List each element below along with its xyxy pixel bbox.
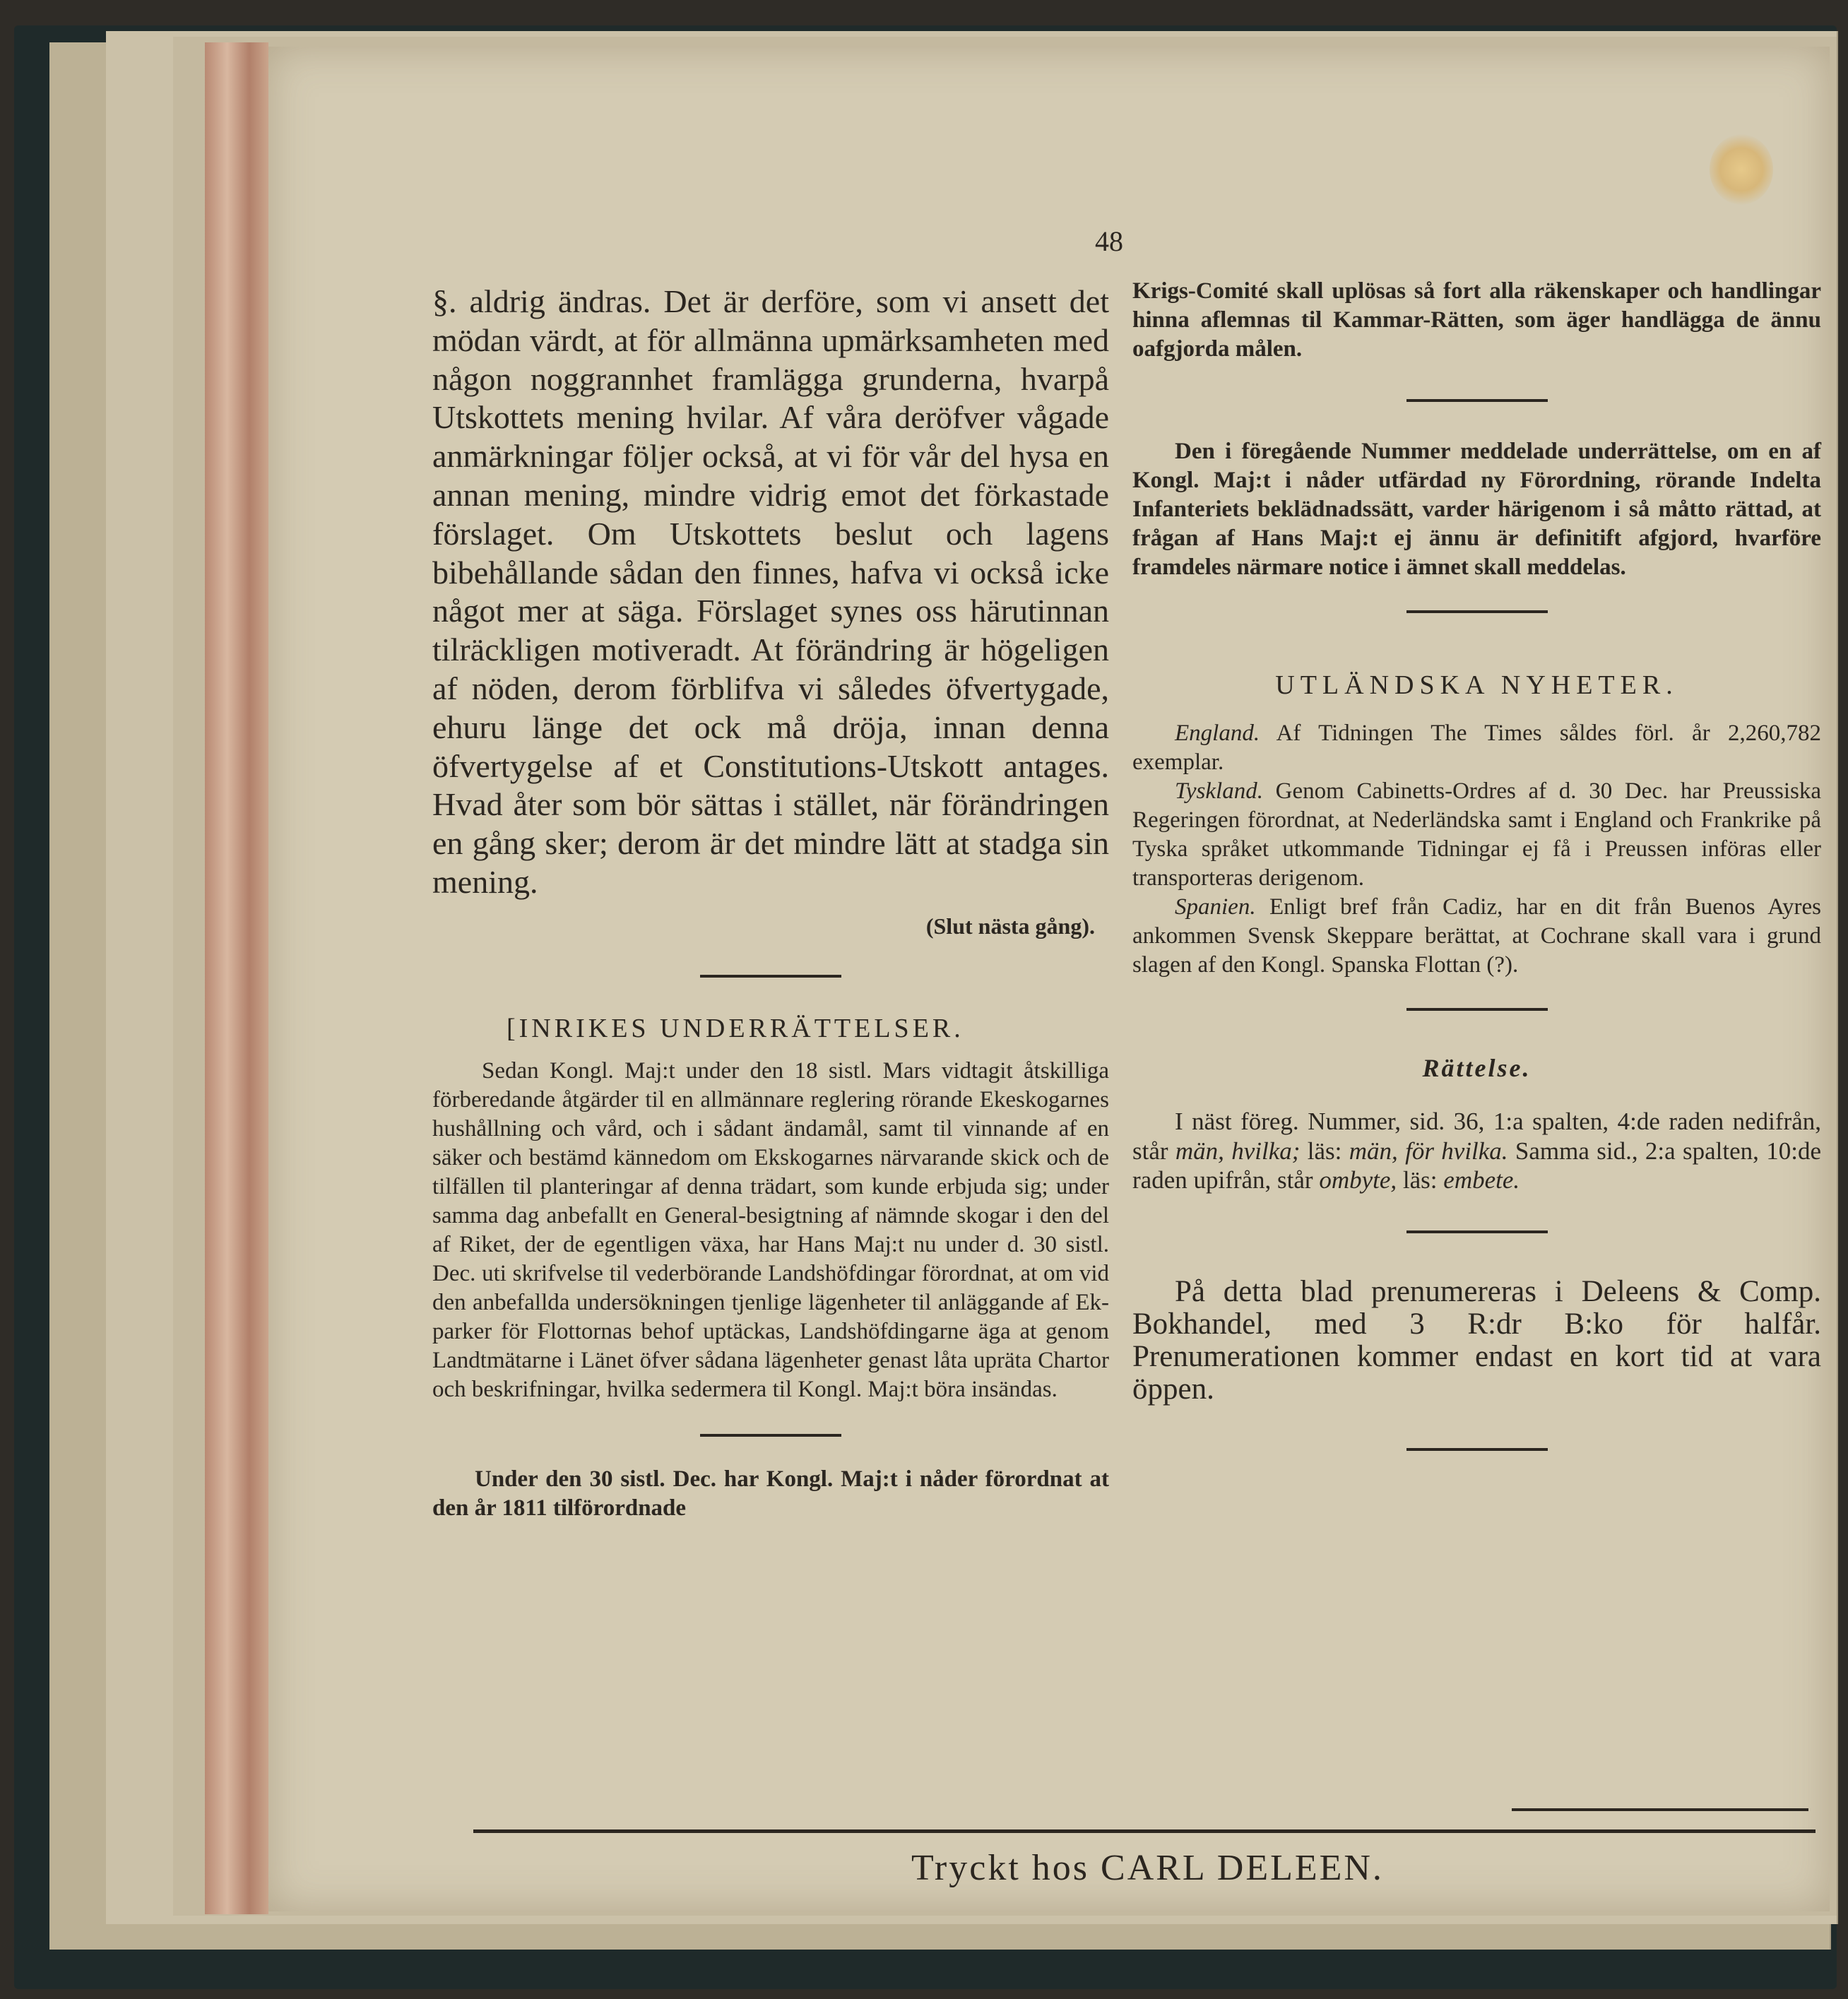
section-divider <box>1406 1448 1548 1451</box>
intro-paragraph: §. aldrig ändras. Det är derföre, som vi ansett det mödan värdt, at för allmänna upmärksamheten med någon noggrannhet framlägga grunderna, hvarpå Utskottets mening hvilar. Af våra deröfver vågade anmärkningar följer också, at vi för vår del hysa en annan mening, mindre vidrig emot det förkastade förslaget. Om Utskottets beslut och lagens bibehållande sådan den finnes, hafva vi också icke något mer at säga. Förslaget synes oss härutinnan tilräckligen motiveradt. At förändring är högeligen af nöden, derom förblifva vi således öfvertygade, ehuru länge det ock må dröja, innan denna öfvertygelse af et Constitutions-Utskott antages. Hvad åter som bör sättas i stället, när förändringen en gång sker; derom är det mindre lätt at stadga sin mening. <box>432 283 1109 900</box>
footer-rule <box>1512 1808 1808 1811</box>
spanien-paragraph <box>1132 893 1821 980</box>
left-column <box>432 283 1109 1523</box>
rattelse-italic: män, hvilka; <box>1175 1137 1301 1165</box>
section-divider <box>1406 610 1548 613</box>
england-label: England. <box>1175 720 1260 746</box>
section-divider <box>1406 1008 1548 1011</box>
last-paragraph: Under den 30 sistl. Dec. har Kongl. Maj:t i nåder förordnat at den år 1811 tilförordnade <box>432 1466 1109 1521</box>
rattelse-text: läs: <box>1397 1166 1444 1194</box>
spanien-text: Enligt bref från Cadiz, har en dit från Buenos Ayres ankommen Svensk Skeppare berättat, at Cochrane skall vara i grund slagen af den Kongl. Spanska Flottan (?). <box>1132 894 1822 978</box>
right-column <box>1132 277 1821 1451</box>
rattelse-text: läs: <box>1300 1137 1349 1165</box>
utlandska-heading: UTLÄNDSKA NYHETER. <box>1275 670 1678 700</box>
tyskland-text: Genom Cabinetts-Ordres af d. 30 Dec. har Preussiska Regeringen förordnat, at Nederländska samt i England och Frankrike på Tyska språket utkommande Tidningar ej få i Preussen införas eller transporteras derigenom. <box>1132 778 1821 891</box>
rattelse-paragraph <box>1132 1107 1821 1195</box>
rattelse-text: I näst föreg. Nummer, sid. 36, 1:a spalten, 4:de raden nedifrån, står <box>1132 1108 1821 1165</box>
rattelse-text: Samma sid., 2:a spalten, 10:de raden upifrån, står <box>1132 1137 1822 1194</box>
tyskland-paragraph <box>1132 777 1821 893</box>
rattelse-italic: män, för hvilka. <box>1349 1137 1508 1165</box>
section-divider <box>700 1434 841 1437</box>
tyskland-label: Tyskland. <box>1175 778 1263 804</box>
spanien-label: Spanien. <box>1175 894 1256 920</box>
england-text: Af Tidningen The Times såldes förl. år 2,260,782 exemplar. <box>1132 720 1821 775</box>
rattelse-italic: embete. <box>1443 1166 1520 1194</box>
england-paragraph <box>1132 719 1821 777</box>
inrikes-heading: [INRIKES UNDERRÄTTELSER. <box>507 1013 964 1043</box>
section-divider <box>1406 399 1548 402</box>
prenumeration-paragraph: På detta blad prenumereras i Deleens & Comp. Bokhandel, med 3 R:dr B:ko för halfår. Prenumerationen kommer endast en kort tid at vara öppen. <box>1132 1274 1821 1406</box>
underrattelse-paragraph: Den i föregående Nummer meddelade underrättelse, om en af Kongl. Maj:t i nåder utfärdad ny Förordning, rörande Indelta Infanteriets beklädnadssätt, varder härigenom i så måtto rättad, at frågan af Hans Maj:t ej ännu är definitift afgjord, hvarföre framdeles närmare notice i ämnet skall meddelas. <box>1132 439 1821 580</box>
rattelse-heading: Rättelse. <box>1422 1054 1532 1082</box>
printer-imprint: Tryckt hos CARL DELEEN. <box>911 1848 1384 1888</box>
inrikes-paragraph: Sedan Kongl. Maj:t under den 18 sistl. Mars vidtagit åtskilliga förberedande åtgärder til en allmännare reglering rörande Ekeskogarnes hushållning och vård, och i sådant ändamål, samt til vinnande af en säker och bestämd kännedom om Ekskogarnes närvarande skick och de tilfällen til planteringar af denna trädart, som kunde erbjuda sig; under samma dag anbefallt en General-besigtning af nämnde skogar i den del af Riket, der de egentligen växa, har Hans Maj:t nu under d. 30 sistl. Dec. uti skrifvelse til vederbörande Landshöfdingar förordnat, at om vid den anbefallda undersökningen tjenlige lägenheter til anläggande af Ek-parker för Flottornas behof uptäckas, Landshöfdingarne äga at genom Landtmätarne i Länet öfver sådana lägenheter genast låta upräta Chartor och beskrifningar, hvilka sedermera til Kongl. Maj:t böra insändas. <box>432 1057 1109 1402</box>
paper-stain <box>1710 134 1773 205</box>
page-spine-edge <box>205 42 268 1914</box>
rattelse-italic: ombyte, <box>1319 1166 1397 1194</box>
krigs-paragraph: Krigs-Comité skall uplösas så fort alla räkenskaper och handlingar hinna aflemnas til Kammar-Rätten, som äger handlägga de ännu oafgjorda målen. <box>1132 278 1821 362</box>
section-divider <box>1406 1230 1548 1233</box>
section-divider <box>700 975 841 978</box>
continued-note: (Slut nästa gång). <box>925 913 1095 939</box>
footer-rule <box>473 1829 1816 1833</box>
page-number: 48 <box>1095 225 1123 257</box>
